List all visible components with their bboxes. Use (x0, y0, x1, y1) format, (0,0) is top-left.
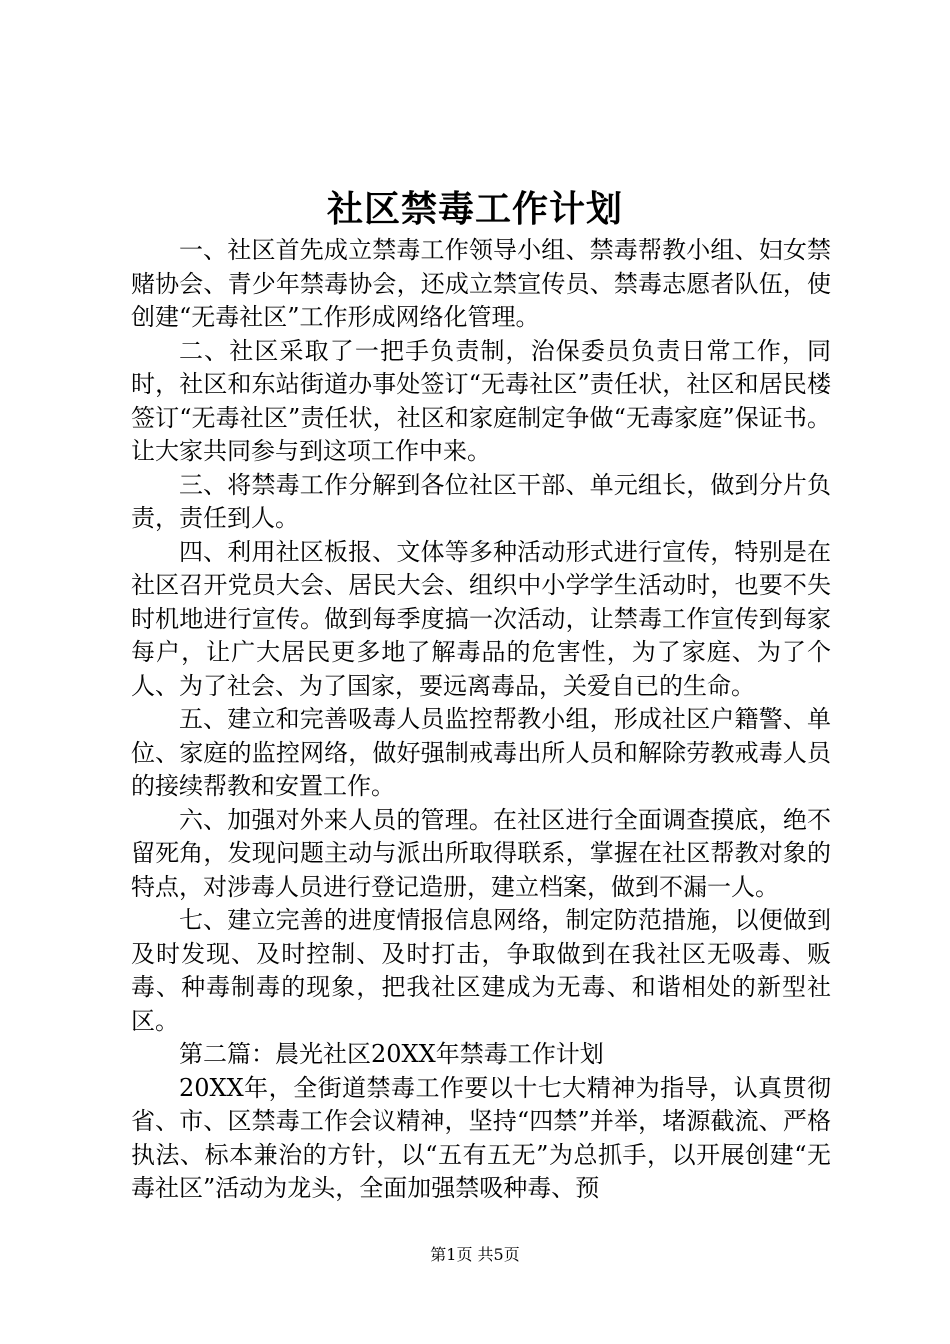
paragraph-5: 五、建立和完善吸毒人员监控帮教小组，形成社区户籍警、单位、家庭的监控网络，做好强制戒毒出所人员和解除劳教戒毒人员的接续帮教和安置工作。 (131, 705, 831, 800)
document-body (131, 234, 831, 1206)
paragraph-2: 二、社区采取了一把手负责制，治保委员负责日常工作，同时，社区和东站街道办事处签订“无毒社区”责任状，社区和居民楼签订“无毒社区”责任状，社区和家庭制定争做“无毒家庭”保证书。让大家共同参与到这项工作中来。 (131, 336, 831, 465)
paragraph-4: 四、利用社区板报、文体等多种活动形式进行宣传，特别是在社区召开党员大会、居民大会、组织中小学学生活动时，也要不失时机地进行宣传。做到每季度搞一次活动，让禁毒工作宣传到每家每户，让广大居民更多地了解毒品的危害性，为了家庭、为了个人、为了社会、为了国家，要远离毒品，关爱自已的生命。 (131, 537, 831, 700)
paragraph-7: 七、建立完善的进度情报信息网络，制定防范措施，以便做到及时发现、及时控制、及时打击，争取做到在我社区无吸毒、贩毒、种毒制毒的现象，把我社区建成为无毒、和谐相处的新型社区。 (131, 906, 831, 1035)
paragraph-3: 三、将禁毒工作分解到各位社区干部、单元组长，做到分片负责，责任到人。 (131, 470, 831, 532)
document-title: 社区禁毒工作计划 (326, 188, 623, 230)
second-section-heading: 第二篇：晨光社区20XX年禁毒工作计划 (179, 1040, 604, 1068)
page-number-footer: 第1页 共5页 (430, 1245, 520, 1264)
paragraph-1: 一、社区首先成立禁毒工作领导小组、禁毒帮教小组、妇女禁赌协会、青少年禁毒协会，还成立禁宣传员、禁毒志愿者队伍，使创建“无毒社区”工作形成网络化管理。 (131, 236, 831, 331)
second-section-paragraph: 20XX年，全街道禁毒工作要以十七大精神为指导，认真贯彻省、市、区禁毒工作会议精神，坚持“四禁”并举，堵源截流、严格执法、标本兼治的方针，以“五有五无”为总抓手，以开展创建“无毒社区”活动为龙头，全面加强禁吸种毒、预 (131, 1073, 831, 1202)
paragraph-6: 六、加强对外来人员的管理。在社区进行全面调查摸底，绝不留死角，发现问题主动与派出所取得联系，掌握在社区帮教对象的特点，对涉毒人员进行登记造册，建立档案，做到不漏一人。 (131, 805, 831, 901)
